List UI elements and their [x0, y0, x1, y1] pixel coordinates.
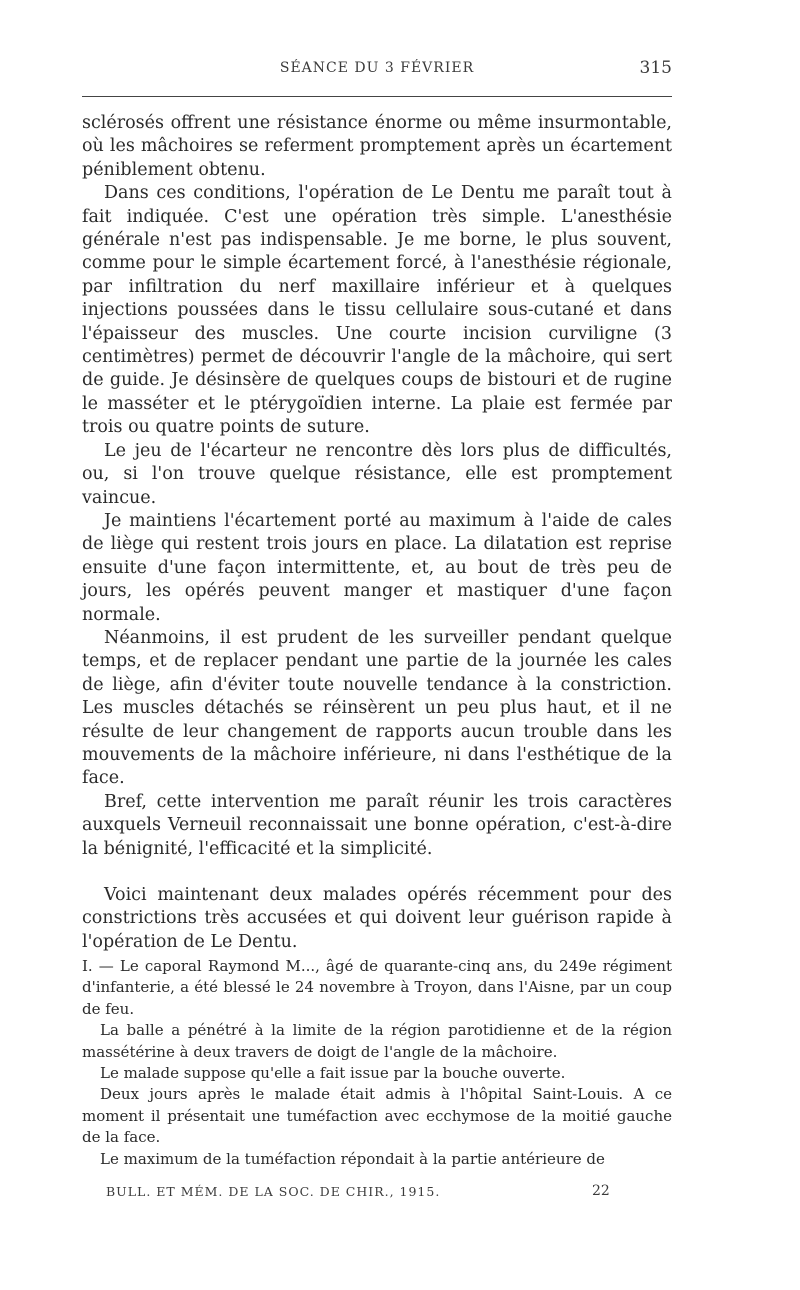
page-number: 315: [639, 58, 672, 78]
signature-mark: 22: [592, 1183, 610, 1199]
paragraph-surveillance: Néanmoins, il est prudent de les surveiller pendant quelque temps, et de replacer pendant une partie de la journée les cales de liège, afin d'éviter toute nouvelle tendance à la constriction. Les muscles détachés se réinsèrent un peu plus haut, et il ne résulte de leur changement de rapports aucun trouble dans les mouvements de la mâchoire inférieure, ni dans l'esthétique de la face.: [82, 627, 672, 789]
paragraph-continued: sclérosés offrent une résistance énorme ou même insurmontable, où les mâchoires se referment promptement après un écartement péniblement obtenu.: [82, 113, 672, 180]
main-text: [82, 112, 672, 954]
paragraph-cases-intro: Voici maintenant deux malades opérés récemment pour des constrictions très accusées et qui doivent leur guérison rapide à l'opération de Le Dentu.: [82, 885, 672, 952]
case-paragraph: Deux jours après le malade était admis à l'hôpital Saint-Louis. A ce moment il présentait une tuméfaction avec ecchymose de la moitié gauche de la face.: [82, 1085, 672, 1147]
page-header: [82, 58, 672, 84]
journal-citation: BULL. ET MÉM. DE LA SOC. DE CHIR., 1915.: [106, 1184, 441, 1199]
section-spacer: [82, 861, 672, 884]
running-title: SÉANCE DU 3 FÉVRIER: [279, 60, 475, 76]
paragraph-ecarteur: Le jeu de l'écarteur ne rencontre dès lors plus de difficultés, ou, si l'on trouve quelque résistance, elle est promptement vaincue.: [82, 440, 672, 508]
case-paragraph: La balle a pénétré à la limite de la région parotidienne et de la région massétérine à deux travers de doigt de l'angle de la mâchoire.: [82, 1021, 672, 1061]
case-paragraph: I. — Le caporal Raymond M..., âgé de quarante-cinq ans, du 249e régiment d'infanterie, a été blessé le 24 novembre à Troyon, dans l'Aisne, par un coup de feu.: [82, 957, 672, 1018]
header-rule: [82, 96, 672, 97]
case-paragraph: Le maximum de la tuméfaction répondait à la partie antérieure de: [100, 1149, 605, 1168]
page-footer: [106, 1183, 610, 1199]
paragraph-cales: Je maintiens l'écartement porté au maximum à l'aide de cales de liège qui restent trois jours en place. La dilatation est reprise ensuite d'une façon intermittente, et, au bout de très peu de jours, les opérés peuvent manger et mastiquer d'une façon normale.: [82, 510, 672, 625]
paragraph-conclusion: Bref, cette intervention me paraît réunir les trois caractères auxquels Verneuil reconnaissait une bonne opération, c'est-à-dire la bénignité, l'efficacité et la simplicité.: [82, 791, 672, 859]
paragraph-operation: Dans ces conditions, l'opération de Le Dentu me paraît tout à fait indiquée. C'est une opération très simple. L'anesthésie générale n'est pas indispensable. Je me borne, le plus souvent, comme pour le simple écartement forcé, à l'anesthésie régionale, par infiltration du nerf maxillaire inférieur et à quelques injections poussées dans le tissu cellulaire sous-cutané et dans l'épaisseur des muscles. Une courte incision curviligne (3 centimètres) permet de découvrir l'angle de la mâchoire, qui sert de guide. Je désinsère de quelques coups de bistouri et de rugine le masséter et le ptérygoïdien interne. La plaie est fermée par trois ou quatre points de suture.: [82, 183, 672, 438]
case-paragraph: Le malade suppose qu'elle a fait issue par la bouche ouverte.: [100, 1064, 566, 1083]
case-report: [82, 956, 672, 1170]
